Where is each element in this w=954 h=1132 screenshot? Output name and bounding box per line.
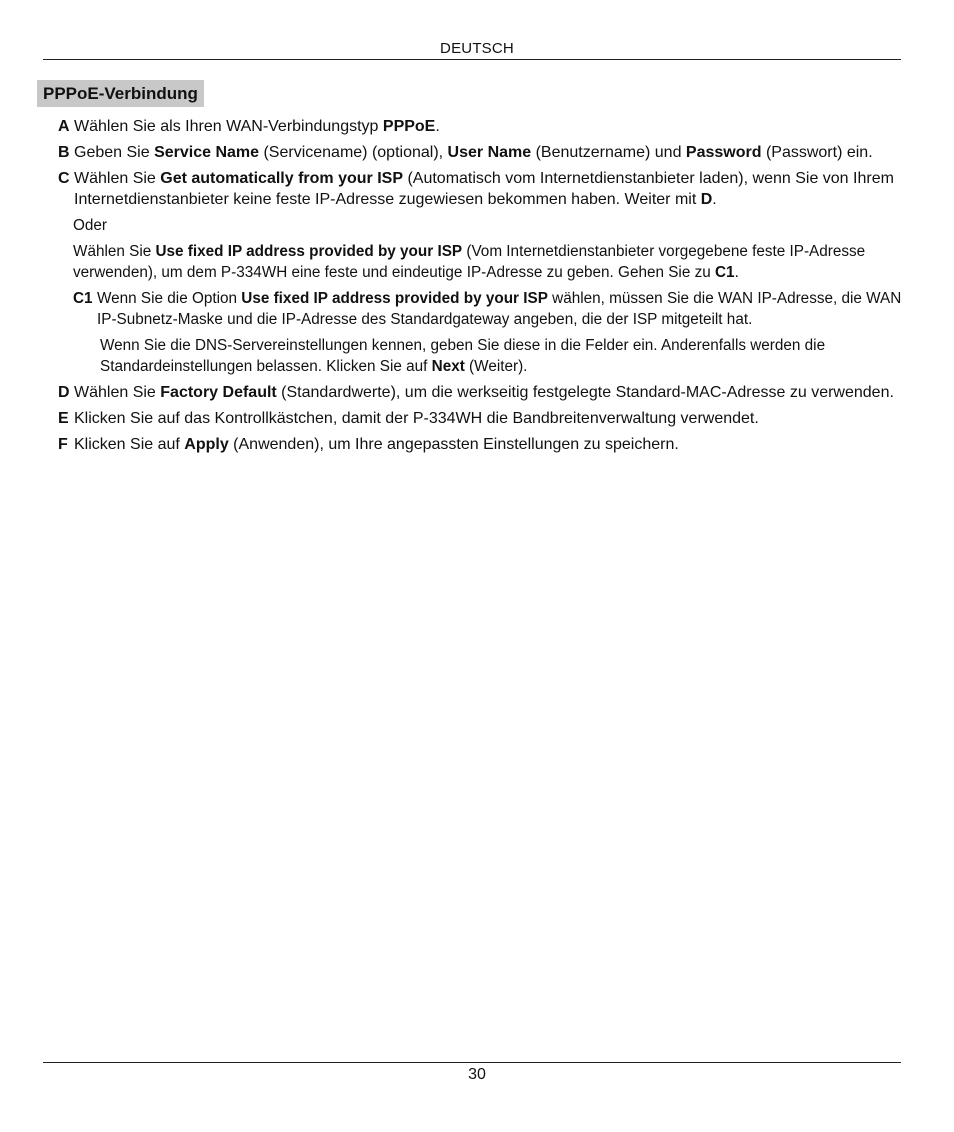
step-f: F Klicken Sie auf Apply (Anwenden), um Ihre angepassten Einstellungen zu speichern. bbox=[58, 436, 679, 453]
step-label: E bbox=[58, 410, 69, 427]
step-c-alternative: Wählen Sie Use fixed IP address provided by your ISP (Vom Internetdienstanbieter vorgegebene feste IP-Adresse verwenden), um dem P-334WH eine feste und eindeutige IP-Adresse zu geben. Gehen Sie zu C1. bbox=[73, 243, 866, 281]
step-label: B bbox=[58, 144, 70, 161]
step-label: C bbox=[58, 170, 70, 187]
step-label: D bbox=[58, 384, 70, 401]
step-c: C Wählen Sie Get automatically from your ISP (Automatisch vom Internetdienstanbieter laden), wenn Sie von Ihrem Internetdienstanbieter keine feste IP-Adresse zugewiesen bekommen haben. Weiter mit D. bbox=[58, 170, 894, 208]
step-a: A Wählen Sie als Ihren WAN-Verbindungstyp PPPoE. bbox=[58, 118, 440, 135]
step-b: B Geben Sie Service Name (Servicename) (optional), User Name (Benutzername) und Password (Passwort) ein. bbox=[58, 144, 873, 161]
footer-rule bbox=[43, 1062, 901, 1063]
section-title: PPPoE-Verbindung bbox=[37, 80, 204, 107]
header-language: DEUTSCH bbox=[440, 40, 514, 57]
step-e: E Klicken Sie auf das Kontrollkästchen, damit der P-334WH die Bandbreitenverwaltung verwendet. bbox=[58, 410, 759, 427]
step-label: F bbox=[58, 436, 68, 453]
step-c-oder: Oder bbox=[73, 217, 108, 234]
step-d: D Wählen Sie Factory Default (Standardwerte), um die werkseitig festgelegte Standard-MAC-Adresse zu verwenden. bbox=[58, 384, 894, 401]
instructions bbox=[58, 116, 903, 460]
page-number: 30 bbox=[468, 1066, 486, 1083]
step-label: A bbox=[58, 118, 70, 135]
header-rule bbox=[43, 59, 901, 60]
step-c1-dns: Wenn Sie die DNS-Servereinstellungen kennen, geben Sie diese in die Felder ein. Anderenfalls werden die Standardeinstellungen belassen. Klicken Sie auf Next (Weiter). bbox=[100, 337, 826, 375]
step-label: C1 bbox=[73, 290, 93, 307]
step-c1: C1 Wenn Sie die Option Use fixed IP address provided by your ISP wählen, müssen Sie die WAN IP-Adresse, die WAN IP-Subnetz-Maske und die IP-Adresse des Standardgateway angeben, die der ISP mitgeteilt hat. bbox=[73, 290, 902, 328]
